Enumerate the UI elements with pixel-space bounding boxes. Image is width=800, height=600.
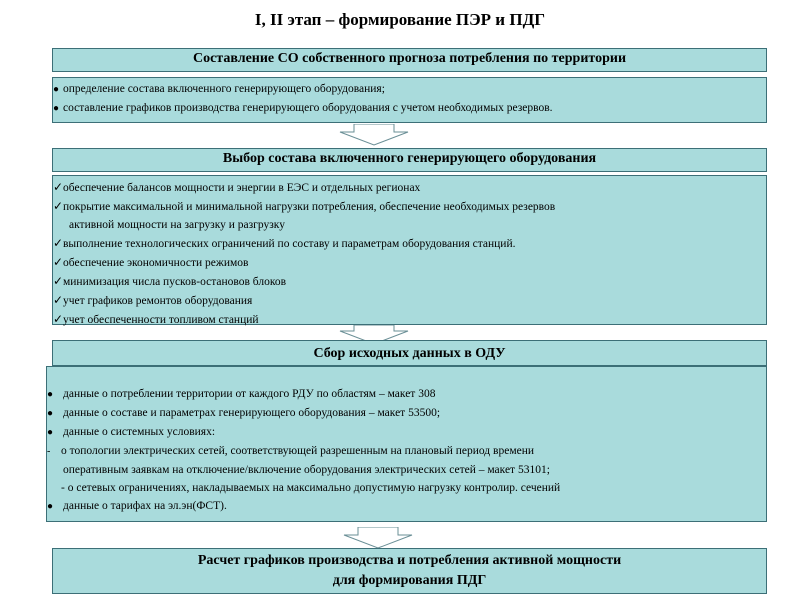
stage2-header-box (52, 148, 767, 172)
bullet-icon: ● (47, 408, 54, 419)
stage3-subitem: - о сетевых ограничениях, накладываемых на максимально допустимую нагрузку контролир. сечений (61, 482, 561, 494)
stage3-body-box (46, 366, 767, 522)
check-icon: ✓ (53, 274, 64, 288)
stage3-subitem: - о топологии электрических сетей, соответствующей разрешенным на плановый период времени (47, 442, 762, 461)
down-arrow-icon (338, 124, 410, 146)
bullet-icon: ● (47, 427, 54, 438)
bullet-icon: ● (53, 84, 60, 95)
dash-icon: - (47, 446, 51, 457)
stage2-item: ✓ обеспечение экономичности режимов (53, 255, 249, 269)
stage3-item: ● данные о потреблении территории от каждого РДУ по областям – макет 308 (47, 385, 762, 404)
check-icon: ✓ (53, 255, 64, 269)
bullet-icon: ● (47, 389, 54, 400)
check-icon: ✓ (53, 236, 64, 250)
stage3-subitem-continuation: оперативным заявкам на отключение/включение оборудования электрических сетей – макет 53101; (63, 464, 550, 476)
page-title: I, II этап – формирование ПЭР и ПДГ (254, 10, 546, 29)
stage2-item: ✓ минимизация числа пусков-остановов блоков (53, 274, 287, 288)
check-icon: ✓ (53, 312, 64, 326)
stage1-item: ● составление графиков производства генерирующего оборудования с учетом необходимых резервов. (53, 99, 762, 118)
stage1-header-text: Составление СО собственного прогноза потребления по территории (192, 51, 627, 66)
stage3-item: ● данные о тарифах на эл.эн(ФСТ). (47, 497, 762, 516)
stage4-line2: для формирования ПДГ (332, 573, 487, 588)
stage2-item: ✓ учет графиков ремонтов оборудования (53, 293, 253, 307)
stage4-line1: Расчет графиков производства и потребления активной мощности (197, 553, 622, 568)
stage3-header-text: Сбор исходных данных в ОДУ (313, 346, 506, 361)
stage2-item: ✓ учет обеспеченности топливом станций (53, 312, 259, 326)
check-icon: ✓ (53, 199, 64, 213)
check-icon: ✓ (53, 293, 64, 307)
stage2-item-continuation: активной мощности на загрузку и разгрузку (69, 219, 285, 231)
stage1-body-box (52, 77, 767, 123)
stage3-item: ● данные о составе и параметрах генерирующего оборудования – макет 53500; (47, 404, 762, 423)
stage2-item: ✓ покрытие максимальной и минимальной нагрузки потребления, обеспечение необходимых резервов (53, 199, 556, 213)
stage3-item: ● данные о системных условиях: (47, 423, 762, 442)
stage2-header-text: Выбор состава включенного генерирующего оборудования (222, 151, 597, 166)
stage2-body-box (52, 175, 767, 325)
bullet-icon: ● (53, 103, 60, 114)
stage1-header-box (52, 48, 767, 72)
stage1-item: ● определение состава включенного генерирующего оборудования; (53, 80, 762, 99)
stage4-box (52, 548, 767, 594)
stage3-header-box (52, 340, 767, 366)
stage2-item: ✓ обеспечение балансов мощности и энергии в ЕЭС и отдельных регионах (53, 180, 421, 194)
bullet-icon: ● (47, 501, 54, 512)
check-icon: ✓ (53, 180, 64, 194)
stage2-item: ✓ выполнение технологических ограничений по составу и параметрам оборудования станций. (53, 236, 516, 250)
down-arrow-icon (342, 527, 414, 549)
